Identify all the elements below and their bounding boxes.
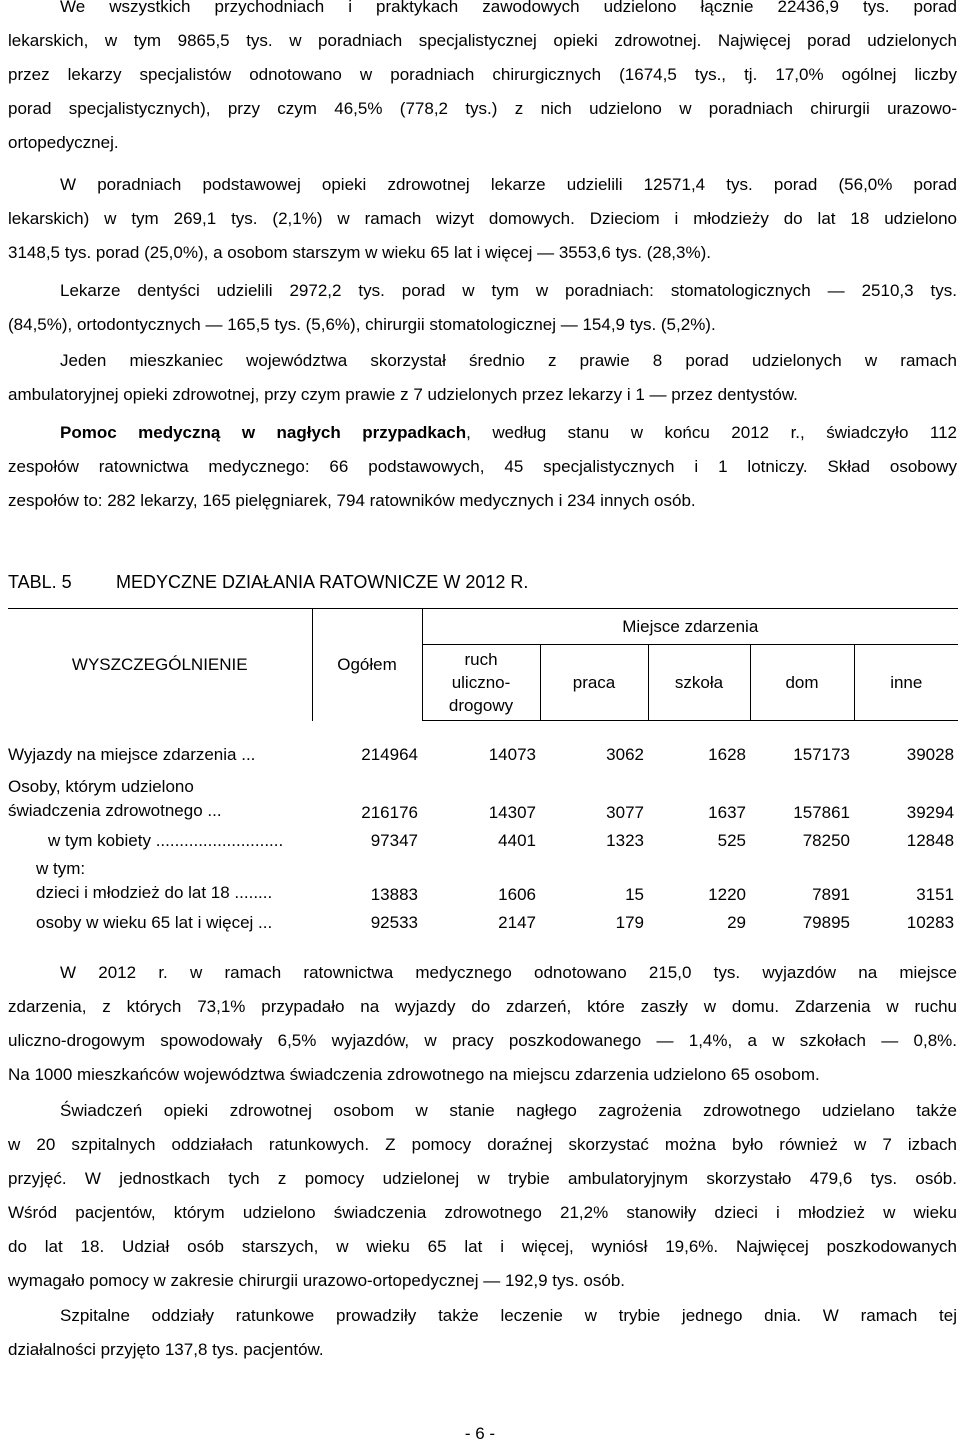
page-number: - 6 - (464, 1424, 496, 1443)
rescue-actions-table (8, 608, 958, 933)
cell-value: 1628 (708, 744, 746, 764)
header-stub: WYSZCZEGÓLNIENIE (71, 654, 248, 674)
cell-value: 214964 (361, 744, 418, 764)
row-label: w tym kobiety ........................... (48, 830, 284, 850)
cell-value: 15 (625, 884, 644, 904)
cell-value: 39294 (906, 802, 955, 822)
text-line: lekarskich) w tym 269,1 tys. (2,1%) w ramach wizyt domowych. Dzieciom i młodzieży do lat 18 udzielono (8, 209, 957, 228)
text-line: działalności przyjęto 137,8 tys. pacjentów. (8, 1340, 324, 1359)
text-line: zespołów ratownictwa medycznego: 66 podstawowych, 45 specjalistycznych i 1 lotniczy. Skład osobowy (8, 457, 957, 476)
text-line: do lat 18. Udział osób starszych, w wieku 65 lat i więcej, wyniósł 19,6%. Najwięcej poszkodowanych (8, 1237, 957, 1256)
text-line: zdarzenia, z których 73,1% przypadało na wyjazdy do zdarzeń, które zaszły w domu. Zdarzenia w ruchu (8, 997, 957, 1016)
text-line: We wszystkich przychodniach i praktykach zawodowych udzielono łącznie 22436,9 tys. porad (60, 0, 957, 16)
text-line: zespołów to: 282 lekarzy, 165 pielęgniarek, 794 ratowników medycznych i 234 innych osób. (8, 491, 696, 510)
table-row (8, 823, 958, 851)
table-row (8, 905, 958, 933)
text-line: lekarskich, w tym 9865,5 tys. w poradniach specjalistycznej opieki zdrowotnej. Najwięcej porad udzielonych (8, 31, 957, 50)
cell-value: 78250 (802, 830, 850, 850)
row-label (8, 851, 312, 905)
cell-value: 525 (717, 830, 746, 850)
cell-value: 157173 (793, 744, 850, 764)
header-group-place: Miejsce zdarzenia (422, 609, 958, 645)
table-row (8, 851, 958, 905)
text-line: uliczno-drogowym spowodowały 6,5% wyjazdów, w pracy poszkodowanego — 1,4%, a w szkołach — 0,8%. (8, 1031, 957, 1050)
cell-value: 1606 (498, 884, 536, 904)
cell-value: 79895 (802, 912, 850, 932)
text-line: Na 1000 mieszkańców województwa świadczenia zdrowotnego na miejscu zdarzenia udzielono 65 osobom. (8, 1065, 820, 1084)
paragraph-one-day-treatment (8, 1299, 957, 1367)
table-label: TABL. 5 (8, 572, 72, 592)
paragraph-per-capita (8, 344, 957, 412)
text-line: wymagało pomocy w zakresie chirurgii urazowo-ortopedycznej — 192,9 tys. osób. (8, 1271, 625, 1290)
header-other: inne (854, 645, 958, 721)
text-line: Lekarze dentyści udzielili 2972,2 tys. porad w tym w poradniach: stomatologicznych — 2510,3 tys. (60, 281, 957, 300)
table-row (8, 721, 958, 765)
row-label-line: świadczenia zdrowotnego ... (8, 800, 222, 820)
row-label-line: dzieci i młodzież do lat 18 ........ (36, 882, 273, 902)
header-home: dom (750, 645, 854, 721)
text-line: porad specjalistycznych), przy czym 46,5% (778,2 tys.) z nich udzielono w poradniach chirurgii urazowo- (8, 99, 957, 118)
cell-value: 92533 (370, 912, 418, 932)
cell-value: 1637 (708, 802, 746, 822)
cell-value: 3062 (606, 744, 644, 764)
header-work: praca (540, 645, 648, 721)
cell-value: 179 (615, 912, 644, 932)
header-road-line: uliczno- (451, 673, 511, 692)
row-label-line: w tym: (36, 858, 86, 878)
text-line: ortopedycznej. (8, 133, 119, 152)
paragraph-emergency-wards (8, 1094, 957, 1298)
cell-value: 2147 (498, 912, 536, 932)
text-line: w 20 szpitalnych oddziałach ratunkowych. Z pomocy doraźnej skorzystać można było również w 7 izbach (8, 1135, 957, 1154)
cell-value: 12848 (906, 830, 955, 850)
header-road-line: ruch (464, 650, 498, 669)
text-line: Szpitalne oddziały ratunkowe prowadziły także leczenie w trybie jednego dnia. W ramach tej (60, 1306, 957, 1325)
cell-value: 3077 (606, 802, 644, 822)
row-label: Wyjazdy na miejsce zdarzenia ... (8, 744, 256, 764)
table-row (8, 765, 958, 823)
header-school: szkoła (648, 645, 750, 721)
cell-value: 97347 (370, 830, 418, 850)
cell-value: 1220 (708, 884, 746, 904)
paragraph-rescue-trips (8, 956, 957, 1092)
cell-value: 7891 (812, 884, 850, 904)
cell-value: 3151 (916, 884, 955, 904)
bold-lead: Pomoc medyczną w nagłych przypadkach (60, 423, 467, 442)
header-road-line: drogowy (448, 696, 514, 715)
paragraph-dentists (8, 274, 957, 342)
cell-value: 4401 (498, 830, 536, 850)
cell-value: 1323 (606, 830, 644, 850)
cell-value: 13883 (370, 884, 418, 904)
paragraph-intro (8, 0, 957, 160)
text-line: przez lekarzy specjalistów odnotowano w poradniach chirurgicznych (1674,5 tys., tj. 17,0% ogólnej liczby (8, 65, 957, 84)
text-fragment: , według stanu w końcu 2012 r., świadczyło 112 (466, 423, 957, 442)
cell-value: 10283 (906, 912, 955, 932)
text-line: (84,5%), ortodontycznych — 165,5 tys. (5,6%), chirurgii stomatologicznej — 154,9 tys. (5,2%). (8, 315, 716, 334)
text-line: W poradniach podstawowej opieki zdrowotnej lekarze udzielili 12571,4 tys. porad (56,0% porad (60, 175, 957, 194)
text-line: Świadczeń opieki zdrowotnej osobom w stanie nagłego zagrożenia zdrowotnego udzielano także (60, 1101, 957, 1120)
cell-value: 29 (727, 912, 746, 932)
cell-value: 14073 (488, 744, 536, 764)
table-caption (8, 568, 957, 598)
cell-value: 157861 (793, 802, 850, 822)
table-title: MEDYCZNE DZIAŁANIA RATOWNICZE W 2012 R. (116, 572, 529, 592)
cell-value: 216176 (361, 802, 418, 822)
text-line: Wśród pacjentów, którym udzielono świadczenia zdrowotnego 21,2% stanowiły dzieci i młodzież w wieku (8, 1203, 957, 1222)
text-line: Jeden mieszkaniec województwa skorzystał średnio z prawie 8 porad udzielonych w ramach (60, 351, 957, 370)
paragraph-primary-care (8, 168, 957, 270)
row-label-line: Osoby, którym udzielono (8, 776, 194, 796)
row-label: osoby w wieku 65 lat i więcej ... (36, 912, 273, 932)
cell-value: 14307 (488, 802, 536, 822)
paragraph-emergency-teams (8, 416, 957, 518)
row-label (8, 765, 312, 823)
header-total: Ogółem (312, 609, 422, 721)
text-line (8, 416, 957, 450)
text-line: 3148,5 tys. porad (25,0%), a osobom starszym w wieku 65 lat i więcej — 3553,6 tys. (28,3%). (8, 243, 711, 262)
header-road (422, 645, 540, 721)
text-line: przyjęć. W jednostkach tych z pomocy udzielonej w trybie ambulatoryjnym skorzystało 479,6 tys. osób. (8, 1169, 957, 1188)
text-line: ambulatoryjnej opieki zdrowotnej, przy czym prawie z 7 udzielonych przez lekarzy i 1 — przez dentystów. (8, 385, 798, 404)
cell-value: 39028 (906, 744, 955, 764)
text-line: W 2012 r. w ramach ratownictwa medycznego odnotowano 215,0 tys. wyjazdów na miejsce (60, 963, 957, 982)
